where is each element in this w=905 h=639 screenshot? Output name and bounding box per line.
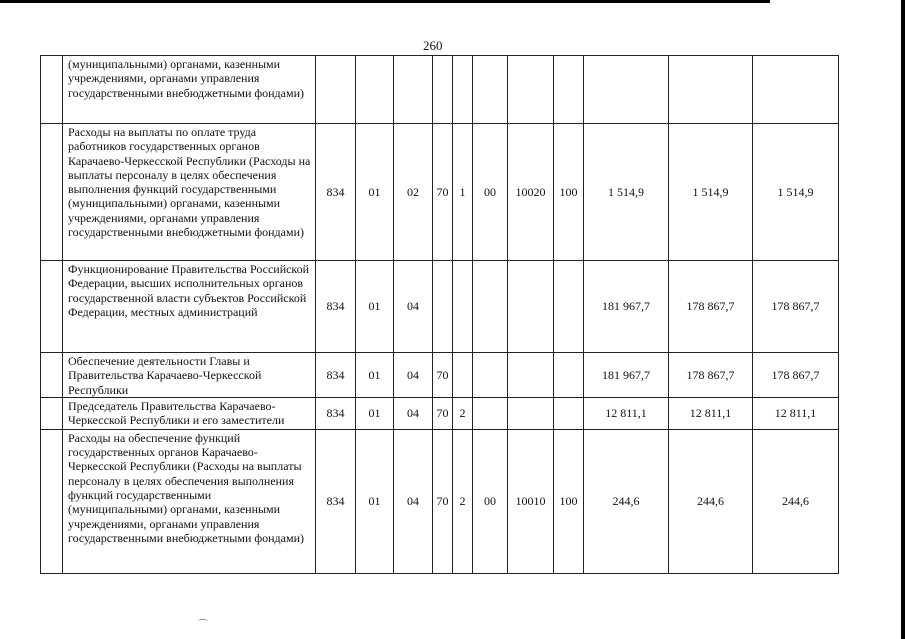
section-code [356, 56, 394, 124]
expense-type-code [554, 397, 584, 429]
subprogram-code: 2 [453, 429, 473, 573]
table-row [41, 56, 839, 124]
direction-code [508, 397, 554, 429]
expense-type-code: 100 [554, 124, 584, 261]
event-code: 00 [473, 124, 508, 261]
amount-year-2: 1 514,9 [669, 124, 753, 261]
table-row [41, 261, 839, 353]
scan-mark: ⌒ [198, 620, 208, 631]
event-code [473, 261, 508, 353]
section-code: 01 [356, 397, 394, 429]
amount-year-1: 244,6 [584, 429, 669, 573]
subprogram-code [453, 353, 473, 398]
program-code: 70 [433, 124, 453, 261]
row-index-cell [41, 429, 63, 573]
amount-year-3: 1 514,9 [753, 124, 839, 261]
row-index-cell [41, 397, 63, 429]
row-index-cell [41, 261, 63, 353]
row-description: Функционирование Правительства Российской Федерации, высших исполнительных органов государственной власти субъектов Российской Федерации, местных администраций [63, 261, 316, 353]
section-code: 01 [356, 261, 394, 353]
subsection-code: 02 [394, 124, 433, 261]
table-row [41, 353, 839, 398]
direction-code [508, 56, 554, 124]
section-code: 01 [356, 429, 394, 573]
table-row [41, 124, 839, 261]
page-number: 260 [423, 38, 443, 53]
chapter-code: 834 [316, 124, 356, 261]
amount-year-3 [753, 56, 839, 124]
section-code: 01 [356, 353, 394, 398]
chapter-code: 834 [316, 429, 356, 573]
subprogram-code [453, 56, 473, 124]
event-code: 00 [473, 429, 508, 573]
table-row [41, 429, 839, 573]
subsection-code: 04 [394, 353, 433, 398]
subprogram-code [453, 261, 473, 353]
amount-year-2 [669, 56, 753, 124]
subprogram-code: 1 [453, 124, 473, 261]
row-description: Председатель Правительства Карачаево-Черкесской Республики и его заместители [63, 397, 316, 429]
direction-code [508, 353, 554, 398]
program-code: 70 [433, 429, 453, 573]
row-description: Обеспечение деятельности Главы и Правительства Карачаево-Черкесской Республики [63, 353, 316, 398]
program-code [433, 56, 453, 124]
chapter-code: 834 [316, 397, 356, 429]
subsection-code: 04 [394, 261, 433, 353]
direction-code: 10020 [508, 124, 554, 261]
row-description: Расходы на выплаты по оплате труда работников государственных органов Карачаево-Черкесской Республики (Расходы на выплаты персоналу в целях обеспечения выполнения функций государственными (муниципальными) органами, казенными учреждениями, органами управления государственными внебюджетными фондами) [63, 124, 316, 261]
scan-edge-top [0, 0, 770, 3]
row-index-cell [41, 56, 63, 124]
amount-year-1: 12 811,1 [584, 397, 669, 429]
chapter-code: 834 [316, 261, 356, 353]
budget-table [40, 55, 839, 574]
event-code [473, 397, 508, 429]
chapter-code: 834 [316, 353, 356, 398]
amount-year-3: 12 811,1 [753, 397, 839, 429]
row-index-cell [41, 124, 63, 261]
direction-code: 10010 [508, 429, 554, 573]
amount-year-3: 244,6 [753, 429, 839, 573]
amount-year-1: 181 967,7 [584, 261, 669, 353]
subsection-code: 04 [394, 397, 433, 429]
table-row [41, 397, 839, 429]
subsection-code: 04 [394, 429, 433, 573]
subprogram-code: 2 [453, 397, 473, 429]
amount-year-1 [584, 56, 669, 124]
amount-year-2: 244,6 [669, 429, 753, 573]
expense-type-code [554, 353, 584, 398]
amount-year-3: 178 867,7 [753, 261, 839, 353]
amount-year-2: 178 867,7 [669, 353, 753, 398]
expense-type-code [554, 261, 584, 353]
direction-code [508, 261, 554, 353]
row-index-cell [41, 353, 63, 398]
event-code [473, 353, 508, 398]
program-code [433, 261, 453, 353]
amount-year-1: 1 514,9 [584, 124, 669, 261]
amount-year-2: 178 867,7 [669, 261, 753, 353]
event-code [473, 56, 508, 124]
chapter-code [316, 56, 356, 124]
program-code: 70 [433, 397, 453, 429]
subsection-code [394, 56, 433, 124]
row-description: Расходы на обеспечение функций государственных органов Карачаево-Черкесской Республики (Расходы на выплаты персоналу в целях обеспечения выполнения функций государственными (муниципальными) органами, казенными учреждениями, органами управления государственными внебюджетными фондами) [63, 429, 316, 573]
section-code: 01 [356, 124, 394, 261]
expense-type-code: 100 [554, 429, 584, 573]
expense-type-code [554, 56, 584, 124]
amount-year-1: 181 967,7 [584, 353, 669, 398]
row-description: (муниципальными) органами, казенными учреждениями, органами управления государственными внебюджетными фондами) [63, 56, 316, 124]
amount-year-2: 12 811,1 [669, 397, 753, 429]
amount-year-3: 178 867,7 [753, 353, 839, 398]
program-code: 70 [433, 353, 453, 398]
scan-edge-right [901, 0, 905, 639]
